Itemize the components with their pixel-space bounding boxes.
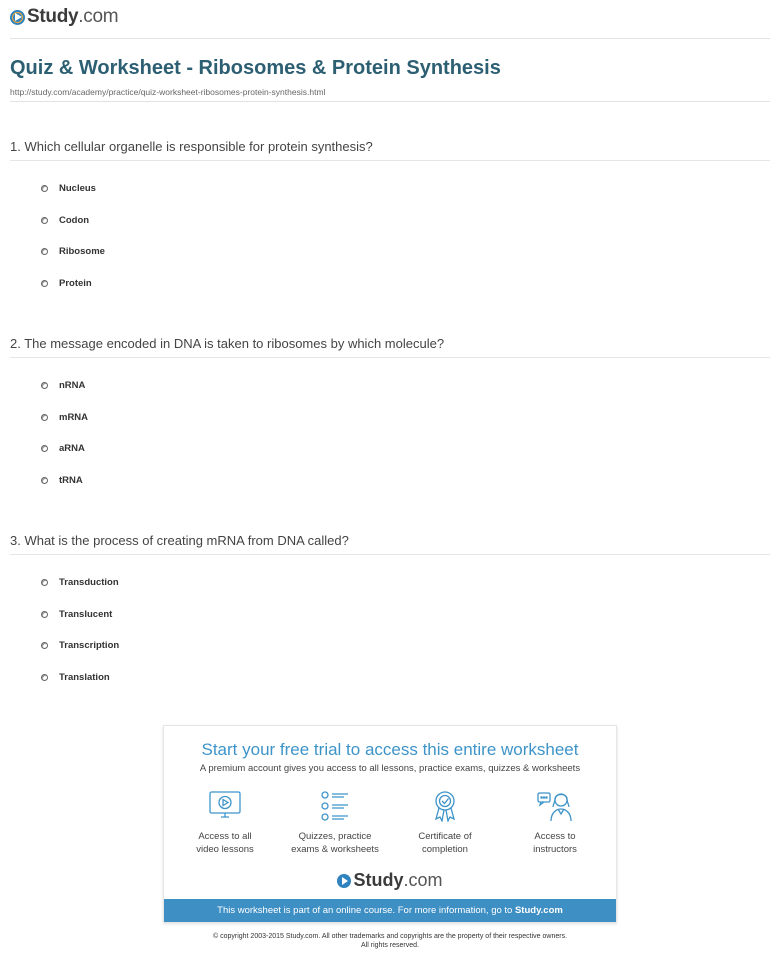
page-url: http://study.com/academy/practice/quiz-worksheet-ribosomes-protein-synthesis.html — [10, 87, 326, 97]
answer-option[interactable] — [10, 402, 770, 434]
answer-label: mRNA — [59, 411, 89, 423]
radio-button-icon[interactable] — [41, 579, 48, 586]
answer-options — [10, 567, 770, 693]
radio-button-icon[interactable] — [41, 217, 48, 224]
promo-logo-brand: Study — [353, 870, 404, 890]
title-divider — [10, 101, 770, 102]
answer-label: Codon — [59, 214, 90, 226]
study-com-link[interactable]: Study.com — [514, 905, 563, 916]
answer-option[interactable] — [10, 370, 770, 402]
answer-options — [10, 173, 770, 299]
radio-button-icon[interactable] — [41, 382, 48, 389]
answer-option[interactable] — [10, 268, 770, 300]
course-info-text: This worksheet is part of an online course. For more information, go to — [217, 905, 515, 916]
feature-quizzes — [285, 790, 385, 856]
answer-label: Protein — [59, 277, 92, 289]
copyright-line: © copyright 2003-2015 Study.com. All other trademarks and copyrights are the property of their respective owners. — [212, 933, 568, 940]
question-2 — [10, 336, 770, 496]
course-info-bar — [164, 899, 616, 922]
promo-logo-tld: .com — [403, 870, 443, 890]
question-3 — [10, 533, 770, 693]
answer-option[interactable] — [10, 465, 770, 497]
feature-video-lessons — [175, 790, 275, 856]
radio-button-icon[interactable] — [41, 280, 48, 287]
radio-button-icon[interactable] — [41, 674, 48, 681]
video-lesson-icon — [208, 790, 242, 822]
play-logo-icon — [10, 10, 25, 25]
feature-label: Quizzes, practice exams & worksheets — [291, 831, 379, 855]
answer-option[interactable] — [10, 662, 770, 694]
play-logo-icon — [337, 874, 351, 888]
answer-option[interactable] — [10, 567, 770, 599]
answer-label: tRNA — [59, 474, 83, 486]
feature-instructors — [505, 790, 605, 856]
answer-label: Transcription — [59, 640, 120, 652]
copyright-notice — [0, 932, 780, 950]
feature-list — [164, 790, 616, 856]
certificate-icon — [428, 790, 462, 822]
answer-option[interactable] — [10, 599, 770, 631]
page-title: Quiz & Worksheet - Ribosomes & Protein Synthesis — [10, 57, 501, 79]
answer-label: Translucent — [59, 608, 113, 620]
answer-label: Nucleus — [59, 183, 96, 195]
study-logo[interactable] — [10, 6, 118, 28]
question-text: 1. Which cellular organelle is responsible for protein synthesis? — [10, 139, 770, 161]
header-divider — [10, 38, 770, 39]
question-text: 3. What is the process of creating mRNA from DNA called? — [10, 533, 770, 555]
answer-label: aRNA — [59, 443, 85, 455]
answer-option[interactable] — [10, 433, 770, 465]
answer-options — [10, 370, 770, 496]
instructor-icon — [536, 790, 574, 822]
feature-certificate — [395, 790, 495, 856]
feature-label: Certificate of completion — [418, 831, 472, 855]
radio-button-icon[interactable] — [41, 445, 48, 452]
logo-brand: Study — [27, 6, 79, 27]
promo-subline: A premium account gives you access to all lessons, practice exams, quizzes & worksheets — [199, 763, 581, 774]
question-text: 2. The message encoded in DNA is taken to ribosomes by which molecule? — [10, 336, 770, 358]
radio-button-icon[interactable] — [41, 185, 48, 192]
answer-label: nRNA — [59, 380, 86, 392]
radio-button-icon[interactable] — [41, 477, 48, 484]
answer-option[interactable] — [10, 173, 770, 205]
feature-label: Access to all video lessons — [196, 831, 254, 855]
promo-study-logo[interactable] — [164, 870, 616, 891]
question-1 — [10, 139, 770, 299]
answer-label: Ribosome — [59, 246, 105, 258]
quiz-list-icon — [318, 790, 352, 822]
copyright-line: All rights reserved. — [361, 942, 419, 949]
radio-button-icon[interactable] — [41, 248, 48, 255]
answer-option[interactable] — [10, 630, 770, 662]
free-trial-promo — [163, 725, 617, 923]
promo-headline[interactable]: Start your free trial to access this entire worksheet — [201, 740, 579, 759]
radio-button-icon[interactable] — [41, 611, 48, 618]
answer-label: Transduction — [59, 577, 119, 589]
feature-label: Access to instructors — [533, 831, 577, 855]
logo-tld: .com — [78, 6, 119, 27]
radio-button-icon[interactable] — [41, 642, 48, 649]
answer-option[interactable] — [10, 205, 770, 237]
radio-button-icon[interactable] — [41, 414, 48, 421]
answer-label: Translation — [59, 671, 110, 683]
answer-option[interactable] — [10, 236, 770, 268]
